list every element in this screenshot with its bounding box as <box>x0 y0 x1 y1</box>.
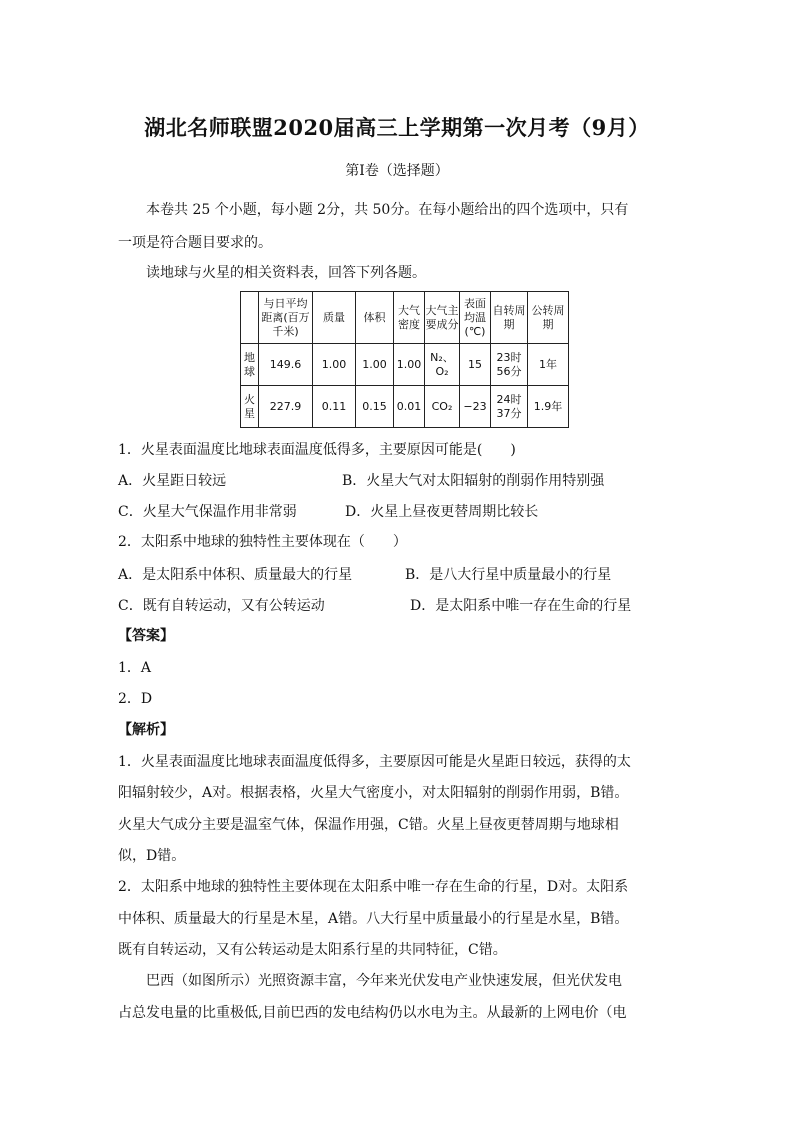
section-title: 第Ⅰ卷（选择题） <box>345 163 449 179</box>
table-header-cell: 大气主要成分 <box>425 292 460 344</box>
earth-mars-table <box>240 291 569 428</box>
table-header-cell: 与日平均距离(百万千米) <box>259 292 313 344</box>
question-2-option-b: B．是八大行星中质量最小的行星 <box>405 567 612 583</box>
analysis-label: 【解析】 <box>118 722 174 738</box>
analysis-2-line: 中体积、质量最大的行星是木星，A错。八大行星中质量最小的行星是水星，B错。 <box>118 911 629 927</box>
question-1-option-a: A．火星距日较远 <box>118 473 227 489</box>
question-1-option-c: C．火星大气保温作用非常弱 <box>118 504 297 520</box>
table-header-cell: 自转周期 <box>491 292 528 344</box>
answer-1: 1．A <box>118 660 152 676</box>
table-cell: 1.9年 <box>528 386 569 428</box>
table-cell: 1.00 <box>356 344 394 386</box>
table-row <box>241 344 569 386</box>
table-cell: −23 <box>460 386 491 428</box>
table-row <box>241 386 569 428</box>
analysis-1-line: 火星大气成分主要是温室气体，保温作用强，C错。火星上昼夜更替周期与地球相 <box>118 817 619 833</box>
table-cell: 0.11 <box>313 386 356 428</box>
table-header-cell: 质量 <box>313 292 356 344</box>
table-header-cell: 体积 <box>356 292 394 344</box>
table-cell: 23时56分 <box>491 344 528 386</box>
question-2-option-c: C．既有自转运动，又有公转运动 <box>118 598 325 614</box>
analysis-1-line: 1．火星表面温度比地球表面温度低得多，主要原因可能是火星距日较远，获得的太 <box>118 754 631 770</box>
table-cell: CO₂ <box>425 386 460 428</box>
table-cell: 1.00 <box>313 344 356 386</box>
brazil-paragraph-line: 巴西（如图所示）光照资源丰富，今年来光伏发电产业快速发展，但光伏发电 <box>146 973 622 989</box>
question-1-option-d: D．火星上昼夜更替周期比较长 <box>345 504 539 520</box>
table-header-cell <box>241 292 259 344</box>
brazil-paragraph-line: 占总发电量的比重极低,目前巴西的发电结构仍以水电为主。从最新的上网电价（电 <box>118 1005 627 1021</box>
table-cell: 地球 <box>241 344 259 386</box>
table-cell: 15 <box>460 344 491 386</box>
question-2-option-a: A．是太阳系中体积、质量最大的行星 <box>118 567 353 583</box>
analysis-2-line: 2．太阳系中地球的独特性主要体现在太阳系中唯一存在生命的行星，D对。太阳系 <box>118 879 629 895</box>
answer-label: 【答案】 <box>118 628 174 644</box>
table-cell: 1.00 <box>394 344 425 386</box>
page-title: 湖北名师联盟2020届高三上学期第一次月考（9月） <box>144 115 650 140</box>
table-cell: 149.6 <box>259 344 313 386</box>
table-cell: 227.9 <box>259 386 313 428</box>
analysis-1-line: 似，D错。 <box>118 848 186 864</box>
question-2-option-d: D．是太阳系中唯一存在生命的行星 <box>410 598 632 614</box>
table-cell: 0.01 <box>394 386 425 428</box>
analysis-1-line: 阳辐射较少，A对。根据表格，火星大气密度小，对太阳辐射的削弱作用弱，B错。 <box>118 785 629 801</box>
read-prompt: 读地球与火星的相关资料表，回答下列各题。 <box>146 265 426 281</box>
table-cell: N₂、O₂ <box>425 344 460 386</box>
intro-line-2: 一项是符合题目要求的。 <box>118 235 272 251</box>
table-cell: 0.15 <box>356 386 394 428</box>
table-cell: 24时37分 <box>491 386 528 428</box>
table-cell: 火星 <box>241 386 259 428</box>
table-header-row <box>241 292 569 344</box>
table-cell: 1年 <box>528 344 569 386</box>
intro-line-1: 本卷共 25 个小题，每小题 2分，共 50分。在每小题给出的四个选项中，只有 <box>146 202 629 218</box>
answer-2: 2．D <box>118 691 153 707</box>
question-1-stem: 1．火星表面温度比地球表面温度低得多，主要原因可能是( ) <box>118 442 516 458</box>
question-1-option-b: B．火星大气对太阳辐射的削弱作用特别强 <box>342 473 605 489</box>
table-header-cell: 表面均温(℃) <box>460 292 491 344</box>
table-header-cell: 大气密度 <box>394 292 425 344</box>
question-2-stem: 2．太阳系中地球的独特性主要体现在（ ） <box>118 534 407 550</box>
analysis-2-line: 既有自转运动，又有公转运动是太阳系行星的共同特征，C错。 <box>118 942 507 958</box>
table-header-cell: 公转周期 <box>528 292 569 344</box>
